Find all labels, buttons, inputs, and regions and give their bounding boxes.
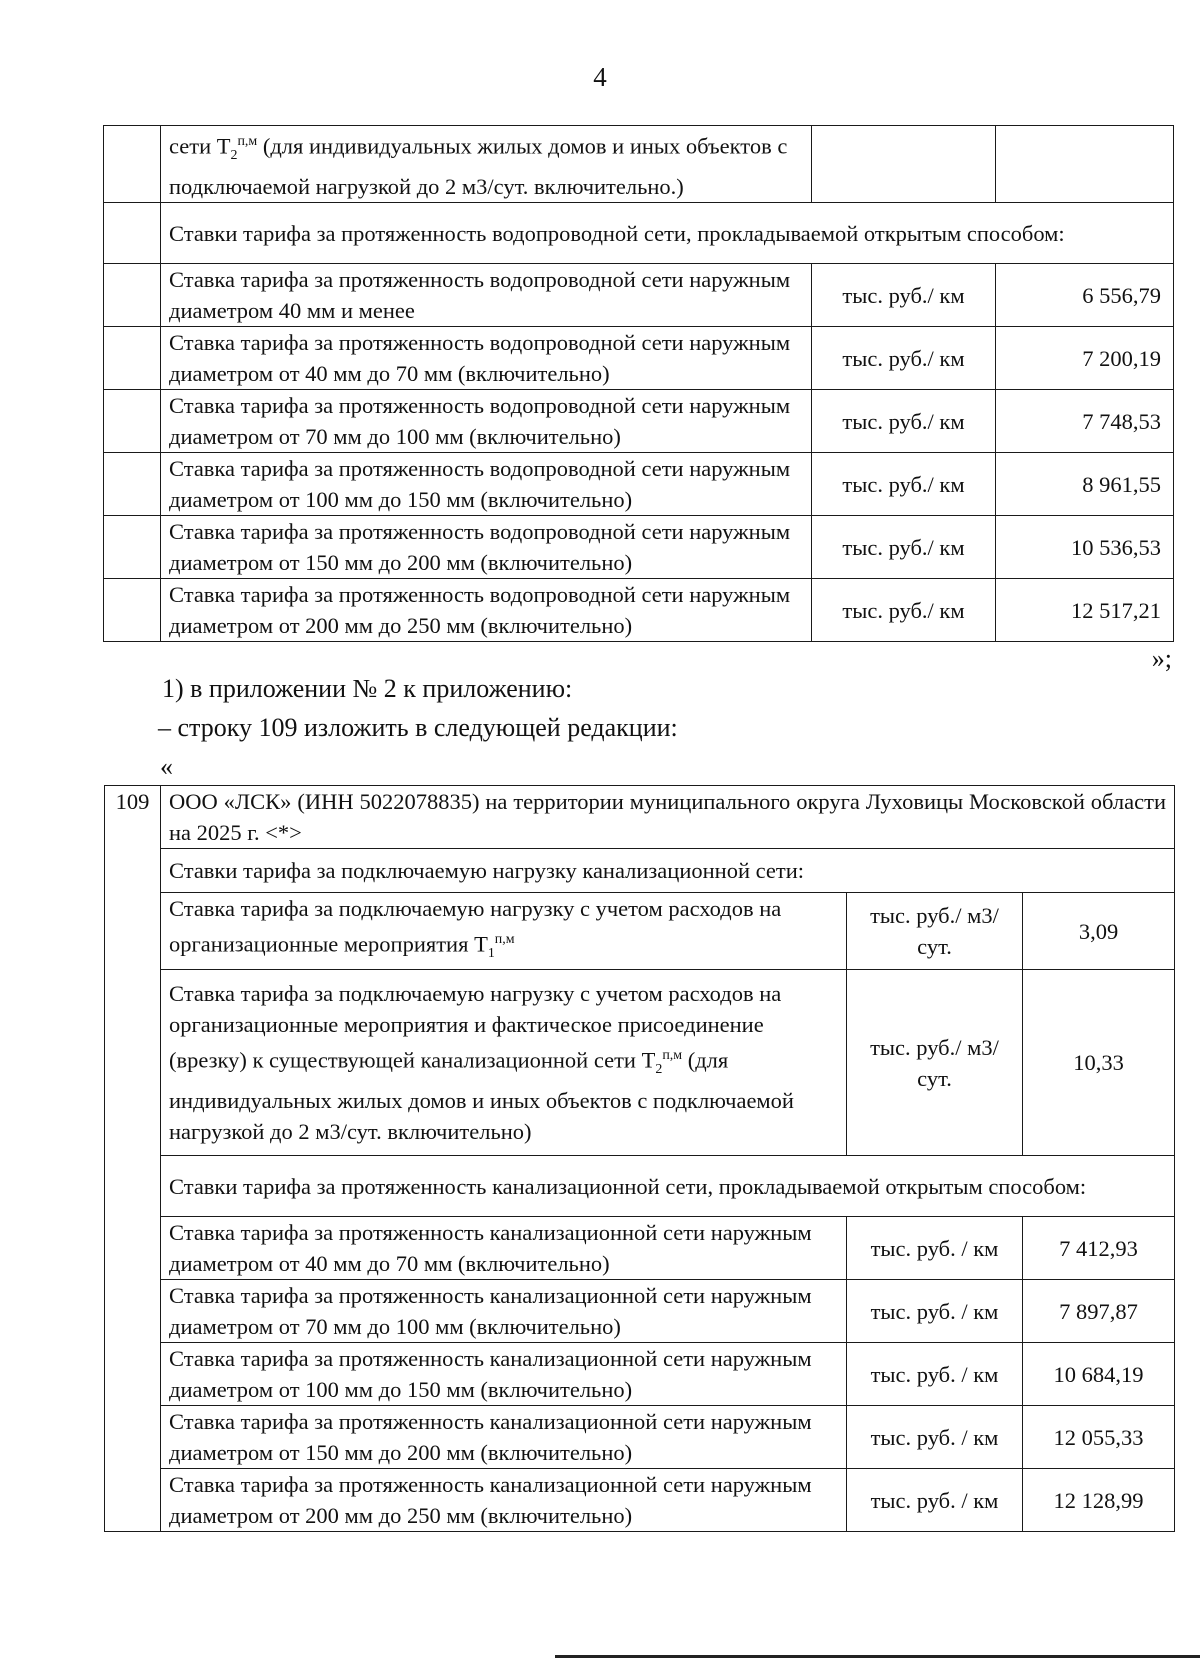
row-unit: тыс. руб. / км [847,1280,1023,1343]
row-value: 7 897,87 [1023,1280,1175,1343]
row-unit: тыс. руб. / км [847,1217,1023,1280]
table-row [105,970,1175,1156]
row-unit: тыс. руб. / км [847,1343,1023,1406]
section-header: Ставки тарифа за протяженность водопроводной сети, прокладываемой открытым способом: [161,203,1174,264]
row-value: 12 055,33 [1023,1406,1175,1469]
bottom-rule [555,1655,1200,1658]
table-row [104,126,1174,203]
section-header: Ставки тарифа за подключаемую нагрузку канализационной сети: [161,849,1175,893]
amendment-line-2: – строку 109 изложить в следующей редакции: [158,713,678,742]
row-description: Ставка тарифа за протяженность водопроводной сети наружным диаметром от 40 мм до 70 мм (включительно) [161,327,812,390]
table-row [105,1406,1175,1469]
row-value: 10 684,19 [1023,1343,1175,1406]
amendment-line-1: 1) в приложении № 2 к приложению: [162,674,573,703]
row-value: 10 536,53 [996,516,1174,579]
row-description: Ставка тарифа за протяженность канализационной сети наружным диаметром от 150 мм до 200 мм (включительно) [161,1406,847,1469]
table-row [104,453,1174,516]
section-header-row [105,1156,1175,1217]
water-network-tariff-table [103,125,1174,642]
row-value: 3,09 [1023,893,1175,970]
row-unit: тыс. руб. / км [847,1406,1023,1469]
row-unit: тыс. руб./ км [812,579,996,642]
row-number-cell [104,264,161,327]
row-number-cell [104,126,161,203]
row-value: 7 412,93 [1023,1217,1175,1280]
row-description: Ставка тарифа за подключаемую нагрузку с учетом расходов на организационные мероприятия $Т_1^{п,м}$ [161,893,847,970]
row-unit: тыс. руб. / км [847,1469,1023,1532]
row-unit [812,126,996,203]
row-description: Ставка тарифа за протяженность водопроводной сети наружным диаметром от 200 мм до 250 мм (включительно) [161,579,812,642]
row-number-cell [104,453,161,516]
row-value: 7 748,53 [996,390,1174,453]
table-row [104,390,1174,453]
organization-title: ООО «ЛСК» (ИНН 5022078835) на территории муниципального округа Луховицы Московской области на 2025 г. <*> [161,786,1175,849]
row-unit: тыс. руб./ м3/сут. [847,893,1023,970]
row-description: Ставка тарифа за протяженность водопроводной сети наружным диаметром от 100 мм до 150 мм (включительно) [161,453,812,516]
page-number: 4 [593,62,607,92]
table-row [105,1217,1175,1280]
table-row [104,327,1174,390]
row-value: 6 556,79 [996,264,1174,327]
row-number-cell [104,390,161,453]
row-description: Ставка тарифа за подключаемую нагрузку с учетом расходов на организационные мероприятия и фактическое присоединение (врезку) к существующей канализационной сети $Т_2^{п,м}$ (для индивидуальных жилых домов и иных объектов с подключаемой нагрузкой до 2 м3/сут. включительно) [161,970,847,1156]
row-description: Ставка тарифа за протяженность канализационной сети наружным диаметром от 200 мм до 250 мм (включительно) [161,1469,847,1532]
table-row [104,516,1174,579]
row-description: сети $Т_2^{п,м}$ (для индивидуальных жилых домов и иных объектов с подключаемой нагрузкой до 2 м3/сут. включительно.) [161,126,812,203]
row-description: Ставка тарифа за протяженность канализационной сети наружным диаметром от 70 мм до 100 мм (включительно) [161,1280,847,1343]
row-unit: тыс. руб./ км [812,453,996,516]
row-number-cell [104,516,161,579]
table-row [105,786,1175,849]
row-value: 8 961,55 [996,453,1174,516]
table-row [104,264,1174,327]
table-row [104,579,1174,642]
row-value: 12 128,99 [1023,1469,1175,1532]
row-value: 10,33 [1023,970,1175,1156]
row-value: 12 517,21 [996,579,1174,642]
table-row [105,1343,1175,1406]
table-row [105,1469,1175,1532]
sewer-network-tariff-table [104,785,1175,1532]
row-description: Ставка тарифа за протяженность водопроводной сети наружным диаметром от 150 мм до 200 мм (включительно) [161,516,812,579]
row-description: Ставка тарифа за протяженность водопроводной сети наружным диаметром 40 мм и менее [161,264,812,327]
row-unit: тыс. руб./ км [812,516,996,579]
row-unit: тыс. руб./ км [812,264,996,327]
row-number: 109 [105,786,161,1532]
row-description: Ставка тарифа за протяженность канализационной сети наружным диаметром от 40 мм до 70 мм (включительно) [161,1217,847,1280]
row-description: Ставка тарифа за протяженность водопроводной сети наружным диаметром от 70 мм до 100 мм (включительно) [161,390,812,453]
opening-quote: « [160,752,173,781]
section-header-row [104,203,1174,264]
row-unit: тыс. руб./ км [812,327,996,390]
row-number-cell [104,579,161,642]
row-description: Ставка тарифа за протяженность канализационной сети наружным диаметром от 100 мм до 150 мм (включительно) [161,1343,847,1406]
row-value [996,126,1174,203]
section-header: Ставки тарифа за протяженность канализационной сети, прокладываемой открытым способом: [161,1156,1175,1217]
section-header-row [105,849,1175,893]
row-unit: тыс. руб./ км [812,390,996,453]
row-value: 7 200,19 [996,327,1174,390]
closing-quote: »; [1151,644,1172,673]
table-row [105,893,1175,970]
table-row [105,1280,1175,1343]
row-number-cell [104,327,161,390]
row-number-cell [104,203,161,264]
row-unit: тыс. руб./ м3/сут. [847,970,1023,1156]
